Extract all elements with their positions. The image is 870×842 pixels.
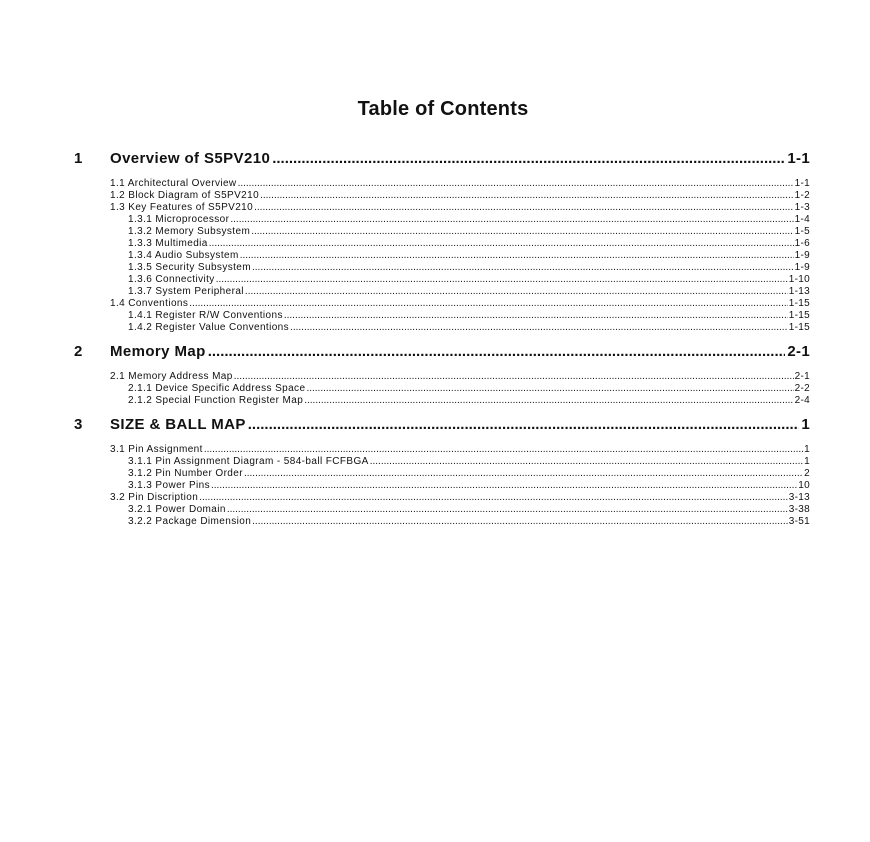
chapter-page-number: 1 [801, 416, 810, 433]
entry-title: 2.1 Memory Address Map [110, 371, 233, 382]
entry-title: 1.3.5 Security Subsystem [128, 262, 251, 273]
entry-title: 2.1.1 Device Specific Address Space [128, 383, 306, 394]
dot-leader [204, 444, 803, 456]
dot-leader [216, 274, 788, 286]
entry-title: 3.2.1 Power Domain [128, 504, 226, 515]
chapter-title: Overview of S5PV210 [110, 150, 271, 167]
dot-leader [245, 286, 788, 298]
entry-title: 3.1.2 Pin Number Order [128, 468, 243, 479]
entry-title: 1.3.6 Connectivity [128, 274, 215, 285]
chapter-title: Memory Map [110, 343, 206, 360]
entry-page-number: 1-5 [794, 226, 810, 237]
entry-page-number: 1-15 [788, 322, 810, 333]
dot-leader [251, 226, 793, 238]
entry-title: 1.3.7 System Peripheral [128, 286, 244, 297]
entry-page-number: 2-4 [794, 395, 810, 406]
entry-page-number: 3-38 [788, 504, 810, 515]
toc-entry[interactable] [74, 178, 810, 190]
entry-page-number: 1-1 [794, 178, 810, 189]
entry-page-number: 2 [804, 468, 810, 479]
entry-title: 2.1.2 Special Function Register Map [128, 395, 304, 406]
entry-title: 3.1 Pin Assignment [110, 444, 203, 455]
chapter-title: SIZE & BALL MAP [110, 416, 246, 433]
dot-leader [240, 250, 794, 262]
chapter-number: 2 [74, 343, 83, 360]
entry-title: 1.2 Block Diagram of S5PV210 [110, 190, 260, 201]
entry-title: 1.1 Architectural Overview [110, 178, 237, 189]
dot-leader [199, 492, 788, 504]
entry-title: 1.3.3 Multimedia [128, 238, 208, 249]
entry-title: 3.1.1 Pin Assignment Diagram - 584-ball FCFBGA [128, 456, 369, 467]
chapter-number: 3 [74, 416, 83, 433]
chapter-3-section [74, 416, 810, 528]
dot-leader [248, 416, 800, 433]
toc-entry[interactable] [74, 226, 810, 238]
toc-title: Table of Contents [357, 98, 529, 120]
toc-entry[interactable] [74, 504, 810, 516]
dot-leader [260, 190, 794, 202]
entry-title: 1.3.1 Microprocessor [128, 214, 230, 225]
entry-page-number: 1-3 [794, 202, 810, 213]
chapter-2-section [74, 343, 810, 407]
entry-title: 3.2 Pin Discription [110, 492, 199, 503]
dot-leader [227, 504, 788, 516]
toc-entry[interactable] [74, 480, 810, 492]
entry-page-number: 3-51 [788, 516, 810, 527]
toc-entry[interactable] [74, 395, 810, 407]
chapter-heading[interactable] [74, 416, 810, 438]
entry-title: 1.3.4 Audio Subsystem [128, 250, 239, 261]
toc-entry[interactable] [74, 274, 810, 286]
dot-leader [230, 214, 793, 226]
dot-leader [370, 456, 803, 468]
entry-page-number: 1 [804, 444, 810, 455]
entry-page-number: 1 [804, 456, 810, 467]
dot-leader [254, 202, 794, 214]
toc-entry[interactable] [74, 298, 810, 310]
entry-page-number: 2-2 [794, 383, 810, 394]
dot-leader [209, 238, 794, 250]
entry-title: 3.1.3 Power Pins [128, 480, 210, 491]
toc-entry[interactable] [74, 444, 810, 456]
toc-entry[interactable] [74, 371, 810, 383]
dot-leader [272, 150, 785, 167]
dot-leader [238, 178, 794, 190]
entry-page-number: 1-2 [794, 190, 810, 201]
entry-page-number: 1-9 [794, 262, 810, 273]
toc-entry[interactable] [74, 516, 810, 528]
dot-leader [208, 343, 786, 360]
dot-leader [306, 383, 793, 395]
toc-entry[interactable] [74, 492, 810, 504]
dot-leader [234, 371, 794, 383]
entry-title: 1.3 Key Features of S5PV210 [110, 202, 254, 213]
entry-page-number: 10 [798, 480, 810, 491]
dot-leader [252, 516, 788, 528]
entry-title: 3.2.2 Package Dimension [128, 516, 252, 527]
entry-page-number: 1-13 [788, 286, 810, 297]
dot-leader [189, 298, 788, 310]
chapter-page-number: 1-1 [787, 150, 810, 167]
table-of-contents [74, 150, 810, 537]
toc-entry[interactable] [74, 214, 810, 226]
chapter-heading[interactable] [74, 343, 810, 365]
chapter-number: 1 [74, 150, 83, 167]
chapter-page-number: 2-1 [787, 343, 810, 360]
chapter-heading[interactable] [74, 150, 810, 172]
entry-page-number: 1-15 [788, 298, 810, 309]
entry-page-number: 1-15 [788, 310, 810, 321]
toc-entry[interactable] [74, 383, 810, 395]
toc-entry[interactable] [74, 456, 810, 468]
dot-leader [252, 262, 794, 274]
entry-page-number: 1-9 [794, 250, 810, 261]
entry-title: 1.3.2 Memory Subsystem [128, 226, 251, 237]
dot-leader [244, 468, 803, 480]
chapter-1-section [74, 150, 810, 334]
entry-page-number: 1-6 [794, 238, 810, 249]
entry-page-number: 1-4 [794, 214, 810, 225]
toc-entry[interactable] [74, 310, 810, 322]
toc-entry[interactable] [74, 262, 810, 274]
entry-title: 1.4.1 Register R/W Conventions [128, 310, 283, 321]
toc-entry[interactable] [74, 322, 810, 334]
entry-page-number: 3-13 [788, 492, 810, 503]
toc-entry[interactable] [74, 468, 810, 480]
dot-leader [290, 322, 788, 334]
entry-page-number: 2-1 [794, 371, 810, 382]
toc-entry[interactable] [74, 202, 810, 214]
dot-leader [304, 395, 793, 407]
entry-title: 1.4 Conventions [110, 298, 189, 309]
toc-entry[interactable] [74, 190, 810, 202]
dot-leader [211, 480, 797, 492]
entry-page-number: 1-10 [788, 274, 810, 285]
toc-entry[interactable] [74, 250, 810, 262]
toc-entry[interactable] [74, 238, 810, 250]
toc-entry[interactable] [74, 286, 810, 298]
entry-title: 1.4.2 Register Value Conventions [128, 322, 290, 333]
dot-leader [284, 310, 788, 322]
